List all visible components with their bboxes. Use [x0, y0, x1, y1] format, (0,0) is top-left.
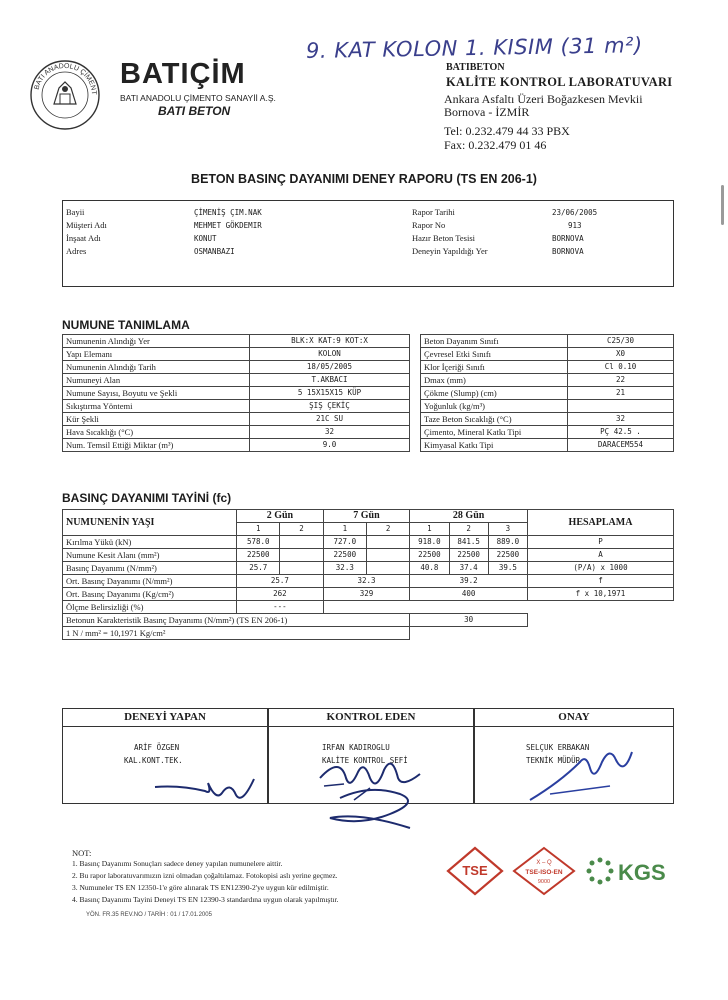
info-value: 23/06/2005 — [552, 208, 598, 217]
row-value: X0 — [568, 348, 674, 361]
handwritten-note: 9. KAT KOLON 1. KISIM (31 m²) — [305, 33, 643, 63]
control-name: IRFAN KADIROGLU — [322, 743, 390, 752]
info-label: Hazır Beton Tesisi — [412, 233, 475, 243]
row-label: Çimento, Mineral Katkı Tipi — [421, 426, 568, 439]
info-value: KONUT — [194, 234, 217, 243]
table-row — [421, 426, 674, 439]
table-row — [63, 348, 410, 361]
info-value: BORNOVA — [552, 247, 584, 256]
row-label: Taze Beton Sıcaklığı (°C) — [421, 413, 568, 426]
brand-subtitle-2: BATI BETON — [158, 104, 231, 118]
tester-title: DENEYİ YAPAN — [124, 711, 206, 723]
row-label: Beton Dayanım Sınıfı — [421, 335, 568, 348]
table-row — [63, 549, 674, 562]
row-label: Sıkıştırma Yöntemi — [63, 400, 250, 413]
info-label: Müşteri Adı — [66, 220, 107, 230]
table-row — [421, 348, 674, 361]
table-row — [63, 575, 674, 588]
sub-index: 2 — [449, 523, 488, 536]
row-label: Numuneyi Alan — [63, 374, 250, 387]
row-value — [568, 400, 674, 413]
header-2-days: 2 Gün — [237, 510, 324, 523]
info-value: MEHMET GÖKDEMIR — [194, 221, 262, 230]
row-value: 21 — [568, 387, 674, 400]
scrollbar[interactable] — [721, 185, 724, 225]
table-row — [421, 361, 674, 374]
sub-index: 1 — [323, 523, 366, 536]
control-title: KONTROL EDEN — [326, 711, 416, 723]
table-row — [421, 387, 674, 400]
sub-index: 1 — [410, 523, 449, 536]
row-value: 18/05/2005 — [250, 361, 410, 374]
table-row — [63, 361, 410, 374]
table-row — [421, 335, 674, 348]
table-row — [63, 562, 674, 575]
address-line-2: Bornova - İZMİR — [444, 105, 530, 119]
row-label: Dmax (mm) — [421, 374, 568, 387]
approval-signature — [520, 742, 640, 806]
header-calc: HESAPLAMA — [528, 510, 674, 536]
note-item: 4. Basınç Dayanımı Tayini Deneyi TS EN 12390-3 standardına uygun olarak yapılmıştır. — [72, 895, 339, 904]
cell-value: 37.4 — [449, 562, 488, 575]
avg-value: 329 — [323, 588, 410, 601]
row-label: Numune Kesit Alanı (mm²) — [63, 549, 237, 562]
tester-signature — [150, 765, 260, 805]
row-value: ŞIŞ ÇEKİÇ — [250, 400, 410, 413]
cell-value: 578.0 — [237, 536, 280, 549]
row-value: Cl 0.10 — [568, 361, 674, 374]
row-value: 9.0 — [250, 439, 410, 452]
cell-value: 22500 — [323, 549, 366, 562]
table-row — [63, 614, 674, 627]
seal-text: BATI ANADOLU ÇİMENT — [33, 62, 98, 96]
cell-value: 39.5 — [488, 562, 527, 575]
note-item: 1. Basınç Dayanımı Sonuçları sadece deney yapılan numunelere aittir. — [72, 859, 283, 868]
brand-subtitle: BATI ANADOLU ÇİMENTO SANAYİİ A.Ş. — [120, 93, 276, 103]
cell-value: 841.5 — [449, 536, 488, 549]
row-value: 22 — [568, 374, 674, 387]
cell-value: 22500 — [488, 549, 527, 562]
table-row — [63, 387, 410, 400]
empty-cell — [323, 601, 673, 614]
cell-value — [366, 536, 409, 549]
avg-value: 25.7 — [237, 575, 324, 588]
table-row — [421, 374, 674, 387]
conversion-note: 1 N / mm² = 10,1971 Kg/cm² — [63, 627, 410, 640]
info-label: Rapor Tarihi — [412, 207, 455, 217]
address-line-1: Ankara Asfaltı Üzeri Boğazkesen Mevkii — [444, 92, 643, 106]
table-row — [63, 374, 410, 387]
tester-role: KAL.KONT.TEK. — [124, 756, 183, 765]
cell-value: 40.8 — [410, 562, 449, 575]
cell-value: 22500 — [237, 549, 280, 562]
table-row — [63, 439, 410, 452]
row-label: Ölçme Belirsizliği (%) — [63, 601, 237, 614]
avg-value: 262 — [237, 588, 324, 601]
lab-title-2: KALİTE KONTROL LABORATUVARI — [446, 75, 673, 89]
cell-value — [366, 549, 409, 562]
row-value: 21C SU — [250, 413, 410, 426]
tester-name: ARİF ÖZGEN — [134, 743, 180, 752]
table-row — [63, 335, 410, 348]
control-role: KALİTE KONTROL ŞEFİ — [322, 756, 408, 765]
note-item: 2. Bu rapor laboratuvarımızın izni olmadan çoğaltılamaz. Fotokopisi aslı yerine geçmez. — [72, 871, 338, 880]
row-value: PÇ 42.5 . — [568, 426, 674, 439]
tse-iso-mark: X – Q — [536, 860, 552, 866]
phone: Tel: 0.232.479 44 33 PBX — [444, 124, 570, 138]
row-label: Numunenin Alındığı Tarih — [63, 361, 250, 374]
tse-label: TSE — [462, 863, 488, 878]
cell-value: 918.0 — [410, 536, 449, 549]
kgs-logo — [586, 856, 682, 888]
cell-value — [280, 536, 323, 549]
table-row — [63, 627, 674, 640]
table-row — [421, 439, 674, 452]
row-label: Numunenin Alındığı Yer — [63, 335, 250, 348]
header-age: NUMUNENİN YAŞI — [63, 510, 237, 536]
row-value: 32 — [250, 426, 410, 439]
sub-index: 2 — [280, 523, 323, 536]
info-value: BORNOVA — [552, 234, 584, 243]
info-value: OSMANBAZI — [194, 247, 235, 256]
notes-title: NOT: — [72, 848, 92, 858]
brand-name: BATIÇİM — [120, 58, 246, 90]
approval-title: ONAY — [558, 711, 590, 723]
table-row — [421, 413, 674, 426]
table-row — [421, 400, 674, 413]
row-value: 5 15X15X15 KÜP — [250, 387, 410, 400]
strength-table — [62, 509, 674, 640]
avg-value: 400 — [410, 588, 528, 601]
row-label: Ort. Basınç Dayanımı (Kg/cm²) — [63, 588, 237, 601]
info-label: Rapor No — [412, 220, 446, 230]
row-label: Hava Sıcaklığı (°C) — [63, 426, 250, 439]
table-row — [63, 400, 410, 413]
table-row — [63, 426, 410, 439]
cell-value: 25.7 — [237, 562, 280, 575]
table-row — [63, 413, 410, 426]
section-title-sample: NUMUNE TANIMLAMA — [62, 318, 190, 332]
row-label: Ort. Basınç Dayanımı (N/mm²) — [63, 575, 237, 588]
section-title-strength: BASINÇ DAYANIMI TAYİNİ (fc) — [62, 491, 232, 505]
cell-value: 22500 — [410, 549, 449, 562]
approval-name: SELÇUK ERBAKAN — [526, 743, 590, 752]
avg-value: 32.3 — [323, 575, 410, 588]
characteristic-value: 30 — [410, 614, 528, 627]
sample-table-right — [420, 334, 674, 452]
sub-index: 1 — [237, 523, 280, 536]
row-label: Yoğunluk (kg/m³) — [421, 400, 568, 413]
calc-formula: A — [528, 549, 674, 562]
info-label: Deneyin Yapıldığı Yer — [412, 246, 488, 256]
note-item: 3. Numuneler TS EN 12350-1'e göre alınarak TS EN12390-2'ye uygun kür edilmiştir. — [72, 883, 329, 892]
info-label: Adres — [66, 246, 87, 256]
control-signature — [300, 748, 440, 836]
cell-value — [366, 562, 409, 575]
row-label: Klor İçeriği Sınıfı — [421, 361, 568, 374]
fax: Fax: 0.232.479 01 46 — [444, 138, 547, 152]
table-row — [63, 601, 674, 614]
cell-value: 22500 — [449, 549, 488, 562]
cell-value: 32.3 — [323, 562, 366, 575]
table-row — [63, 536, 674, 549]
table-header-row — [63, 510, 674, 523]
row-value: KOLON — [250, 348, 410, 361]
cell-value: 889.0 — [488, 536, 527, 549]
sub-index: 3 — [488, 523, 527, 536]
row-value: 32 — [568, 413, 674, 426]
calc-formula: (P/A) x 1000 — [528, 562, 674, 575]
divider — [62, 726, 674, 727]
tse-iso-logo — [512, 846, 576, 896]
sub-index: 2 — [366, 523, 409, 536]
info-value: ÇİMENİŞ ÇIM.NAK — [194, 208, 262, 217]
form-code: YÖN. FR.35 REV.NO / TARİH : 01 / 17.01.2005 — [86, 912, 212, 918]
sample-table-left — [62, 334, 410, 452]
tse-iso-label: TSE-ISO-EN — [525, 869, 563, 876]
row-label: Kür Şekli — [63, 413, 250, 426]
calc-formula: f — [528, 575, 674, 588]
characteristic-label: Betonun Karakteristik Basınç Dayanımı (N/mm²) (TS EN 206-1) — [63, 614, 410, 627]
row-label: Kimyasal Katkı Tipi — [421, 439, 568, 452]
info-label: İnşaat Adı — [66, 233, 101, 243]
tse-logo — [446, 846, 504, 896]
row-label: Basınç Dayanımı (N/mm²) — [63, 562, 237, 575]
company-seal — [28, 58, 102, 132]
row-label: Çevresel Etki Sınıfı — [421, 348, 568, 361]
empty-cell — [410, 627, 674, 640]
kgs-label: KGS — [618, 860, 666, 885]
approval-role: TEKNİK MÜDÜR — [526, 756, 581, 765]
row-label: Numune Sayısı, Boyutu ve Şekli — [63, 387, 250, 400]
header-7-days: 7 Gün — [323, 510, 410, 523]
cell-value: 727.0 — [323, 536, 366, 549]
row-value: DARACEM554 — [568, 439, 674, 452]
lab-title-1: BATIBETON — [446, 62, 505, 73]
calc-formula: f x 10,1971 — [528, 588, 674, 601]
row-value: T.AKBACI — [250, 374, 410, 387]
report-title: BETON BASINÇ DAYANIMI DENEY RAPORU (TS EN 206-1) — [191, 172, 537, 186]
row-label: Kırılma Yükü (kN) — [63, 536, 237, 549]
info-value: 913 — [568, 221, 582, 230]
uncertainty-value: --- — [237, 601, 324, 614]
cell-value — [280, 562, 323, 575]
row-value: C25/30 — [568, 335, 674, 348]
header-28-days: 28 Gün — [410, 510, 528, 523]
cell-value — [280, 549, 323, 562]
info-label: Bayii — [66, 207, 85, 217]
avg-value: 39.2 — [410, 575, 528, 588]
row-value: BLK:X KAT:9 KOT:X — [250, 335, 410, 348]
tse-iso-year: 9000 — [537, 879, 551, 885]
empty-cell — [528, 614, 674, 627]
row-label: Çökme (Slump) (cm) — [421, 387, 568, 400]
calc-formula: P — [528, 536, 674, 549]
table-row — [63, 588, 674, 601]
row-label: Num. Temsil Ettiği Miktar (m³) — [63, 439, 250, 452]
row-label: Yapı Elemanı — [63, 348, 250, 361]
